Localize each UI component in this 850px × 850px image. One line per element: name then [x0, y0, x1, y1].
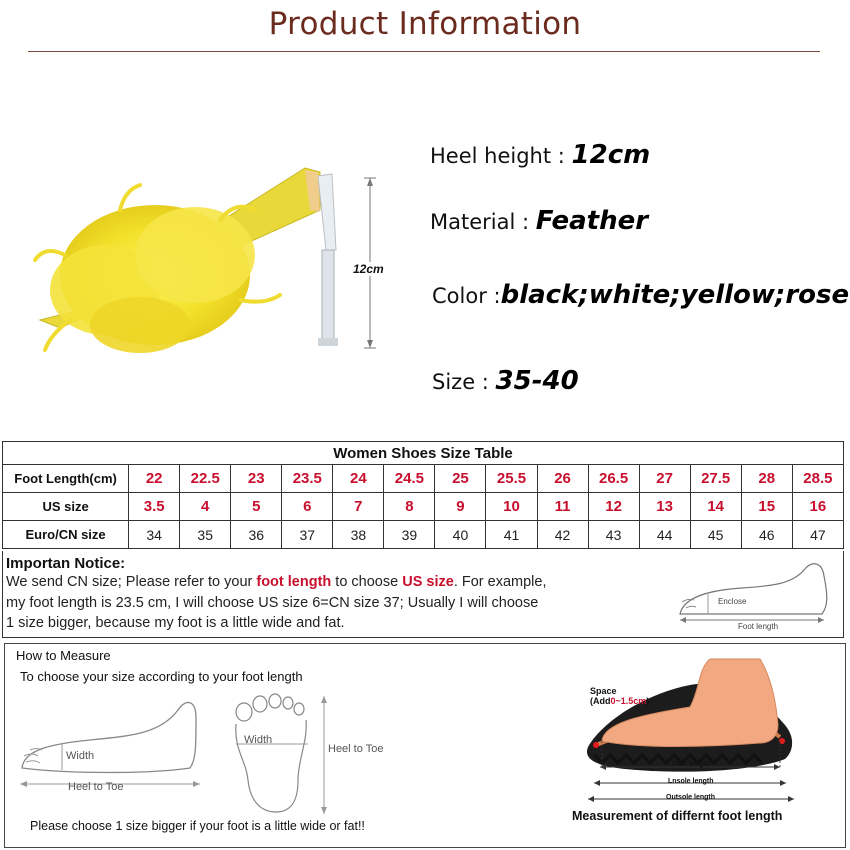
measurement-caption: Measurement of differnt foot length [572, 809, 783, 823]
size-cell: 40 [435, 521, 486, 549]
size-cell: 24 [333, 465, 384, 493]
space-add-label [590, 696, 649, 706]
size-cell: 7 [333, 493, 384, 521]
size-cell: 12 [588, 493, 639, 521]
space-add-text: (Add [590, 696, 611, 706]
size-cell: 27 [639, 465, 690, 493]
table-row-us-size [3, 493, 844, 521]
size-cell: 13 [639, 493, 690, 521]
shoe-cross-section-diagram [580, 655, 805, 815]
spec-color [432, 280, 850, 310]
measure-bottom-note: Please choose 1 size bigger if your foot is a little wide or fat!! [30, 819, 365, 833]
spec-material-label: Material : [430, 210, 530, 234]
foot-length-label: Foot length [738, 622, 779, 631]
width-label: Width [66, 750, 95, 762]
spec-color-value: black;white;yellow;rose [500, 280, 850, 310]
shoe-foot-length-label: Foot length [672, 761, 711, 768]
size-cell: 26.5 [588, 465, 639, 493]
size-cell: 38 [333, 521, 384, 549]
measure-title: How to Measure [16, 648, 111, 663]
size-cell: 16 [792, 493, 843, 521]
size-cell: 27.5 [690, 465, 741, 493]
heel-to-toe-label: Heel to Toe [68, 781, 124, 793]
notice-line-3: 1 size bigger, because my foot is a little wide and fat. [6, 615, 345, 631]
size-cell: 23 [231, 465, 282, 493]
spec-material [430, 206, 648, 236]
size-cell: 44 [639, 521, 690, 549]
size-cell: 6 [282, 493, 333, 521]
size-cell: 15 [741, 493, 792, 521]
size-cell: 36 [231, 521, 282, 549]
notice-line-2: my foot length is 23.5 cm, I will choose US size 6=CN size 37; Usually I will choose [6, 595, 539, 611]
size-cell: 41 [486, 521, 537, 549]
size-cell: 25 [435, 465, 486, 493]
size-cell: 46 [741, 521, 792, 549]
heel-to-toe-label-2: Heel to Toe [328, 743, 384, 755]
size-table [2, 441, 844, 549]
size-cell: 10 [486, 493, 537, 521]
page-title: Product Information [268, 6, 582, 42]
size-cell: 37 [282, 521, 333, 549]
notice-text: . For example, [453, 574, 547, 590]
spec-heel-value: 12cm [571, 140, 651, 170]
notice-text: to choose [331, 574, 403, 590]
table-row-euro-size [3, 521, 844, 549]
spec-size-label: Size : [432, 370, 489, 394]
notice-line-1 [6, 574, 546, 590]
space-label: Space [590, 686, 617, 696]
spec-color-label: Color : [432, 284, 501, 308]
insole-length-label: Lnsole length [668, 778, 714, 785]
size-cell: 22 [129, 465, 180, 493]
size-cell: 22.5 [180, 465, 231, 493]
size-cell: 4 [180, 493, 231, 521]
size-cell: 26 [537, 465, 588, 493]
size-cell: 3.5 [129, 493, 180, 521]
notice-highlight-foot-length: foot length [256, 574, 332, 590]
enclose-label: Enclose [718, 597, 747, 606]
size-cell: 47 [792, 521, 843, 549]
row-label: Foot Length(cm) [3, 465, 129, 493]
measure-subtitle: To choose your size according to your foot length [20, 669, 303, 684]
size-cell: 5 [231, 493, 282, 521]
size-cell: 35 [180, 521, 231, 549]
foot-top-sketch [226, 690, 336, 820]
width-label-2: Width [244, 734, 273, 746]
table-row-foot-length [3, 465, 844, 493]
size-cell: 24.5 [384, 465, 435, 493]
space-range: 0~1.5cm [610, 696, 647, 706]
size-table-caption: Women Shoes Size Table [3, 442, 844, 465]
size-cell: 43 [588, 521, 639, 549]
notice-heading: Importan Notice: [6, 555, 126, 572]
spec-size [432, 366, 579, 396]
size-cell: 25.5 [486, 465, 537, 493]
size-cell: 11 [537, 493, 588, 521]
title-divider [28, 51, 820, 52]
size-cell: 23.5 [282, 465, 333, 493]
size-cell: 28 [741, 465, 792, 493]
size-cell: 28.5 [792, 465, 843, 493]
size-cell: 42 [537, 521, 588, 549]
size-cell: 8 [384, 493, 435, 521]
notice-text: We send CN size; Please refer to your [6, 574, 257, 590]
notice-highlight-us-size: US size [402, 574, 454, 590]
spec-heel-label: Heel height : [430, 144, 565, 168]
size-cell: 45 [690, 521, 741, 549]
spec-size-value: 35-40 [495, 366, 579, 396]
size-cell: 9 [435, 493, 486, 521]
space-close-text: ) [646, 696, 650, 706]
size-cell: 14 [690, 493, 741, 521]
row-label: US size [3, 493, 129, 521]
spec-heel-height [430, 140, 650, 170]
product-shoe-image [20, 150, 400, 365]
outsole-length-label: Outsole length [666, 794, 715, 801]
row-label: Euro/CN size [3, 521, 129, 549]
size-cell: 39 [384, 521, 435, 549]
spec-material-value: Feather [535, 206, 649, 236]
heel-dimension-label: 12cm [353, 262, 384, 276]
size-cell: 34 [129, 521, 180, 549]
